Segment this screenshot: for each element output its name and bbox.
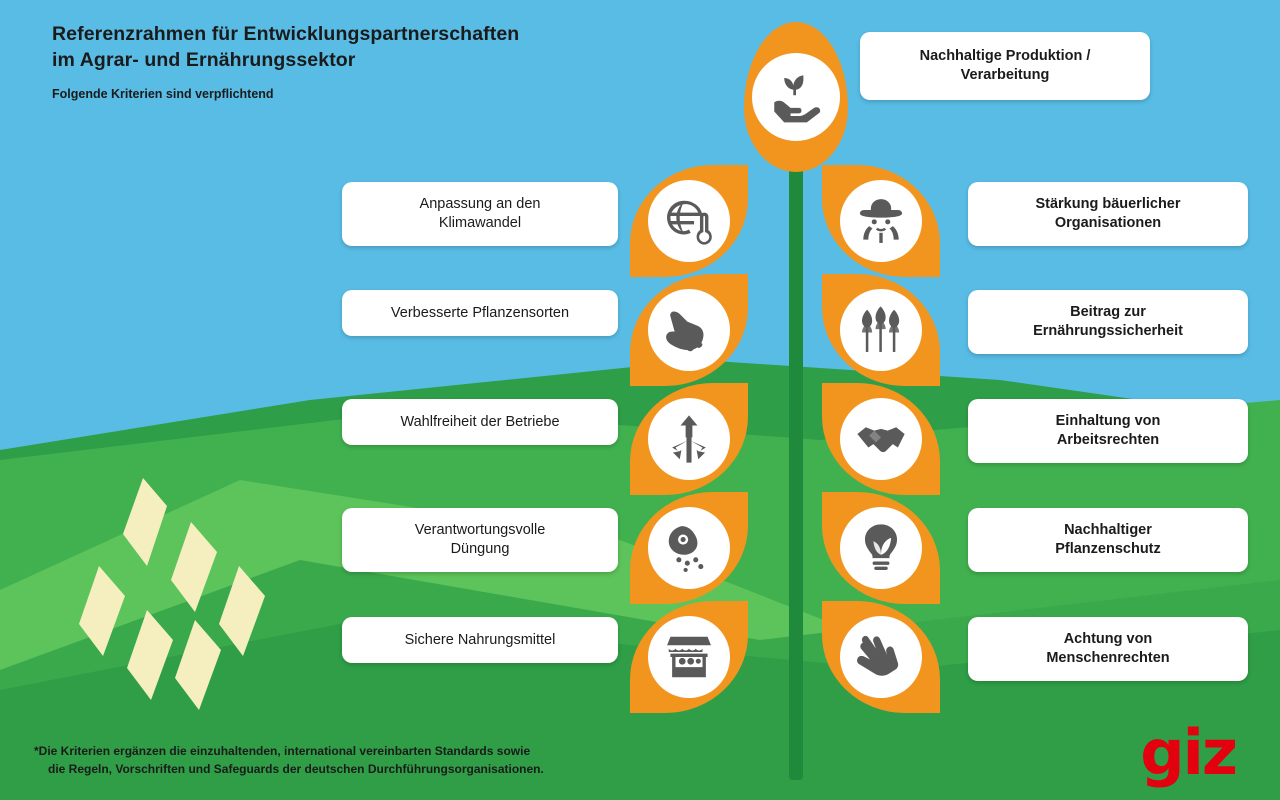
icon-disc-right-1 — [840, 180, 922, 262]
hand-with-seedling-icon — [767, 68, 825, 126]
footnote — [34, 742, 694, 778]
raised-hand-icon — [854, 630, 908, 684]
node-label-right-5-line2: Menschenrechten — [1046, 650, 1170, 666]
node-label-left-4[interactable] — [342, 508, 618, 572]
node-label-left-1[interactable] — [342, 182, 618, 246]
globe-thermometer-icon — [662, 194, 716, 248]
node-label-left-2[interactable] — [342, 290, 618, 336]
icon-disc-right-5 — [840, 616, 922, 698]
node-label-right-4-line2: Pflanzenschutz — [1055, 541, 1161, 557]
node-label-top-line1: Nachhaltige Produktion / — [919, 48, 1091, 65]
title-block — [52, 22, 652, 101]
footnote-line1: *Die Kriterien ergänzen die einzuhaltenden, international vereinbarten Standards sowie — [34, 744, 531, 758]
footnote-line2: die Regeln, Vorschriften und Safeguards der deutschen Durchführungsorganisationen. — [48, 762, 544, 776]
icon-disc-left-2 — [648, 289, 730, 371]
icon-disc-left-1 — [648, 180, 730, 262]
lightbulb-leaf-icon — [854, 521, 908, 575]
node-label-left-1-line1: Anpassung an den — [419, 196, 541, 213]
node-label-right-4[interactable] — [968, 508, 1248, 572]
icon-disc-right-4 — [840, 507, 922, 589]
wheat-decoration-icon — [55, 470, 285, 710]
market-stall-icon — [662, 630, 716, 684]
three-way-arrow-icon — [662, 412, 716, 466]
node-label-right-2[interactable] — [968, 290, 1248, 354]
node-label-left-4-line1: Verantwortungsvolle — [414, 522, 546, 539]
icon-disc-left-3 — [648, 398, 730, 480]
giz-logo: giz — [1140, 716, 1236, 789]
node-label-left-3-line1: Wahlfreiheit der Betriebe — [400, 413, 560, 430]
icon-disc-left-5 — [648, 616, 730, 698]
icon-disc-right-3 — [840, 398, 922, 480]
node-label-left-5[interactable] — [342, 617, 618, 663]
node-label-top-line2: Verarbeitung — [960, 67, 1050, 83]
node-label-right-1[interactable] — [968, 182, 1248, 246]
node-label-left-4-line2: Düngung — [450, 541, 510, 557]
node-label-top[interactable] — [860, 32, 1150, 100]
node-label-left-5-line1: Sichere Nahrungsmittel — [404, 631, 556, 648]
icon-disc-right-2 — [840, 289, 922, 371]
node-label-right-4-line1: Nachhaltiger — [1064, 522, 1152, 539]
node-label-right-2-line1: Beitrag zur — [1070, 304, 1146, 321]
page-title-line1: Referenzrahmen für Entwicklungspartnerschaften — [52, 23, 520, 45]
node-label-right-1-line1: Stärkung bäuerlicher — [1035, 196, 1181, 213]
node-label-right-5-line1: Achtung von — [1063, 631, 1153, 648]
node-label-left-3[interactable] — [342, 399, 618, 445]
page-subtitle: Folgende Kriterien sind verpflichtend — [52, 87, 274, 102]
node-label-left-2-line1: Verbesserte Pflanzensorten — [390, 304, 570, 321]
farmer-icon — [854, 194, 908, 248]
node-label-left-1-line2: Klimawandel — [438, 215, 522, 231]
wheat-ears-icon — [854, 303, 908, 357]
node-label-right-3-line1: Einhaltung von — [1055, 413, 1161, 430]
fertilizer-bag-icon — [662, 521, 716, 575]
node-label-right-3-line2: Arbeitsrechten — [1056, 432, 1160, 448]
hand-with-seeds-icon — [662, 303, 716, 357]
icon-disc-top — [752, 53, 840, 141]
node-label-right-1-line2: Organisationen — [1054, 215, 1162, 231]
handshake-icon — [854, 412, 908, 466]
page-title-line2: im Agrar- und Ernährungssektor — [52, 48, 356, 71]
node-label-right-2-line2: Ernährungssicherheit — [1033, 323, 1183, 339]
node-label-right-3[interactable] — [968, 399, 1248, 463]
icon-disc-left-4 — [648, 507, 730, 589]
page-title — [52, 22, 652, 73]
node-label-right-5[interactable] — [968, 617, 1248, 681]
